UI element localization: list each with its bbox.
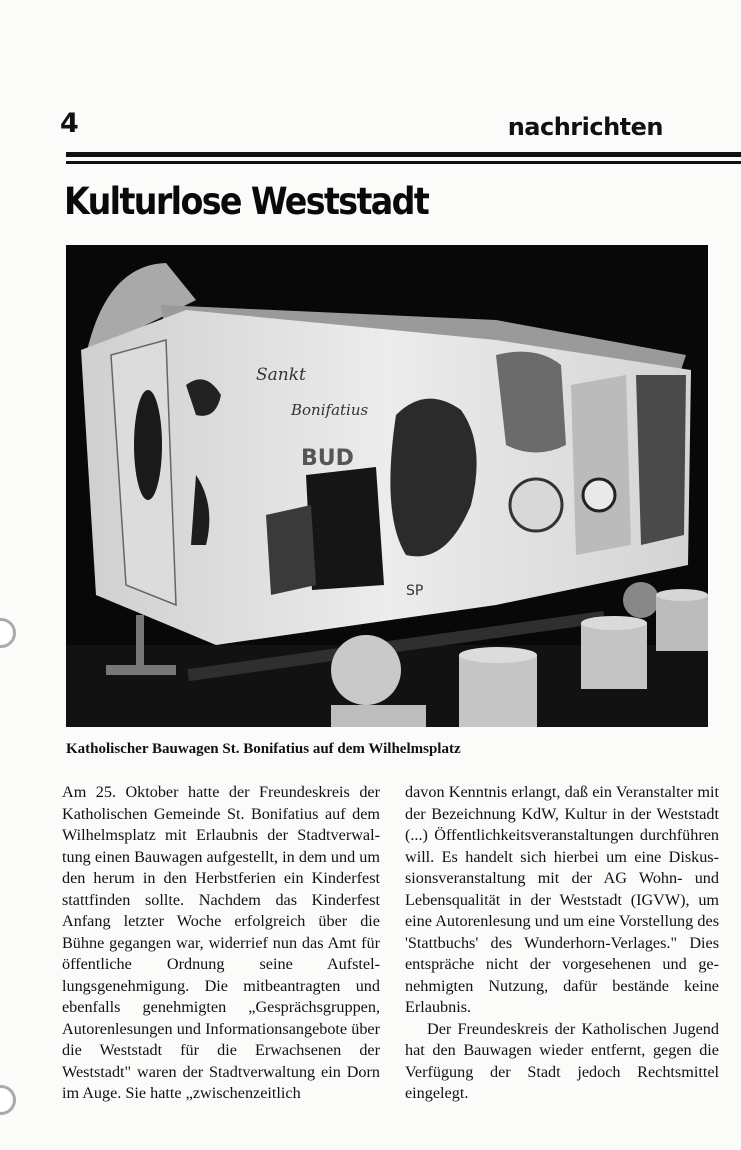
binder-ring bbox=[0, 1085, 16, 1115]
article-paragraph: davon Kenntnis erlangt, daß ein Veranstalter mit der Bezeichnung KdW, Kultur in der Weststadt (...) Öffentlichkeitsveranstaltungen durchführen will. Es handelt sich hierbei um eine Diskussionsveranstaltung mit der AG Wohn- und Lebensqualität in der Weststadt (IGVW), um eine Autorenlesung und um eine Vorstellung des 'Stattbuchs' des Wunderhorn-Verlages." Dies entspräche nicht der vorgesehenen und genehmigten Nutzung, dafür bestände keine Erlaubnis. bbox=[405, 783, 719, 1016]
header-rule bbox=[66, 152, 741, 164]
article-paragraph: Der Freundeskreis der Katholischen Jugend hat den Bauwagen wieder entfernt, gegen die Verfügung der Stadt jedoch Rechtsmittel eingelegt. bbox=[405, 1019, 719, 1102]
graffiti-bonifatius: Bonifatius bbox=[291, 401, 369, 419]
article-photo bbox=[66, 245, 708, 727]
binder-ring bbox=[0, 618, 16, 648]
article-headline: Kulturlose Weststadt bbox=[64, 180, 429, 223]
graffiti-bud: BUD bbox=[301, 446, 354, 471]
graffiti-sp: SP bbox=[406, 583, 424, 599]
graffiti-sankt: Sankt bbox=[256, 365, 306, 385]
article-column-left bbox=[62, 782, 380, 1105]
article-paragraph: Am 25. Oktober hatte der Freundeskreis der Katholischen Gemeinde St. Bonifatius auf dem Wilhelmsplatz mit Erlaubnis der Stadtverwaltung einen Bauwagen aufgestellt, in dem und um den herum in den Herbstferien ein Kinderfest stattfinden sollte. Nachdem das Kinderfest Anfang letzter Woche erfolgreich über die Bühne gegangen war, widerrief nun das Amt für öffentliche Ordnung seine Aufstellungsgenehmigung. Die mitbeantragten und ebenfalls genehmigten „Gesprächsgruppen, Autorenlesungen und Informationsangebote über die Weststadt für die Erwachsenen der Weststadt" waren der Stadtverwaltung ein Dorn im Auge. Sie hatte „zwischenzeitlich bbox=[62, 783, 380, 1102]
photo-caption: Katholischer Bauwagen St. Bonifatius auf dem Wilhelmsplatz bbox=[66, 741, 461, 757]
wagon-window bbox=[306, 467, 384, 590]
page-number: 4 bbox=[60, 108, 79, 139]
section-title: nachrichten bbox=[507, 113, 663, 141]
article-column-right bbox=[405, 782, 719, 1105]
